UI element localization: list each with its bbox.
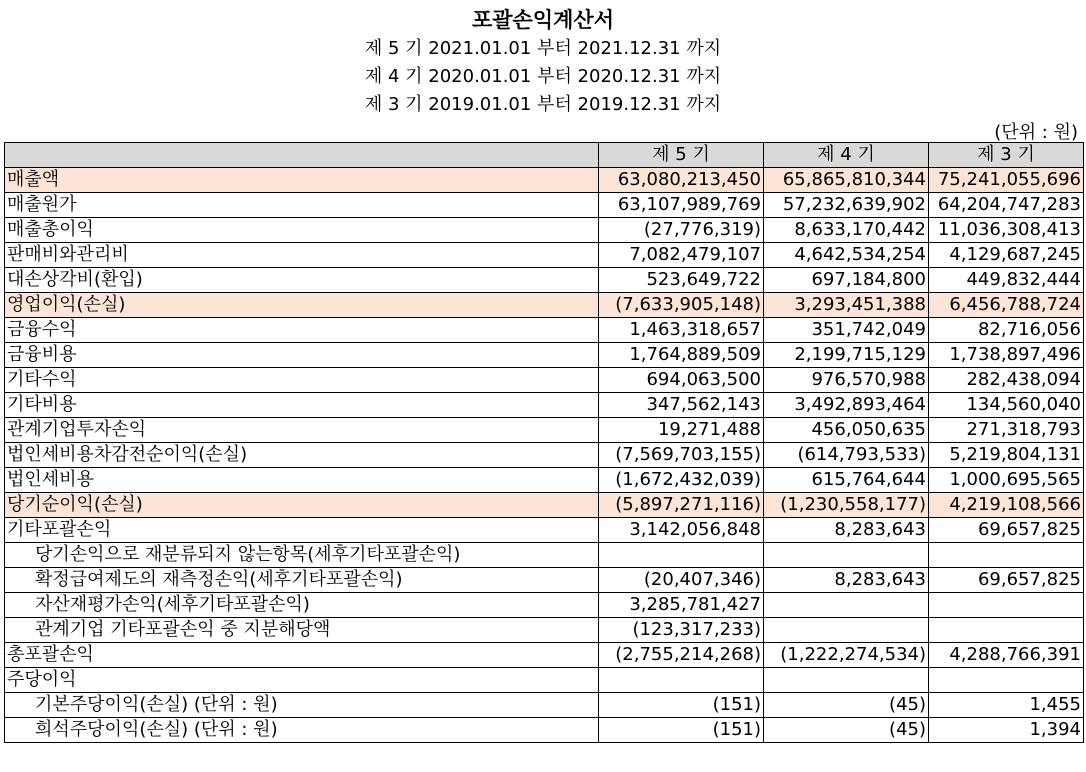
amount-cell: 282,438,094 — [929, 368, 1084, 393]
amount-cell — [764, 543, 929, 568]
period-line-5: 제 5 기 2021.01.01 부터 2021.12.31 까지 — [364, 38, 722, 59]
amount-cell: 271,318,793 — [929, 418, 1084, 443]
amount-cell: (45) — [764, 693, 929, 718]
amount-cell: 8,283,643 — [764, 518, 929, 543]
amount-cell: 19,271,488 — [599, 418, 764, 443]
amount-cell: 1,394 — [929, 718, 1084, 743]
income-statement-table — [4, 142, 1084, 743]
amount-cell: (1,230,558,177) — [764, 493, 929, 518]
account-label: 기타수익 — [5, 368, 599, 393]
account-label: 금융비용 — [5, 343, 599, 368]
table-row — [5, 618, 1084, 643]
account-label: 매출원가 — [5, 193, 599, 218]
table-row — [5, 543, 1084, 568]
amount-cell: 1,000,695,565 — [929, 468, 1084, 493]
amount-cell: (27,776,319) — [599, 218, 764, 243]
amount-cell: (7,633,905,148) — [599, 293, 764, 318]
amount-cell: 976,570,988 — [764, 368, 929, 393]
period-line-3: 제 3 기 2019.01.01 부터 2019.12.31 까지 — [364, 94, 722, 115]
account-label: 총포괄손익 — [5, 643, 599, 668]
amount-cell: 64,204,747,283 — [929, 193, 1084, 218]
amount-cell: 69,657,825 — [929, 518, 1084, 543]
amount-cell: 3,492,893,464 — [764, 393, 929, 418]
amount-cell: (1,672,432,039) — [599, 468, 764, 493]
account-label: 법인세비용차감전순이익(손실) — [5, 443, 599, 468]
amount-cell: 82,716,056 — [929, 318, 1084, 343]
amount-cell: (5,897,271,116) — [599, 493, 764, 518]
table-row — [5, 493, 1084, 518]
account-label: 당기손익으로 재분류되지 않는항목(세후기타포괄손익) — [5, 543, 599, 568]
unit-label: (단위 : 원) — [994, 122, 1078, 143]
amount-cell: 347,562,143 — [599, 393, 764, 418]
amount-cell — [929, 543, 1084, 568]
account-label: 금융수익 — [5, 318, 599, 343]
table-row — [5, 593, 1084, 618]
table-row — [5, 193, 1084, 218]
amount-cell: 69,657,825 — [929, 568, 1084, 593]
table-row — [5, 518, 1084, 543]
account-label: 매출총이익 — [5, 218, 599, 243]
amount-cell: (7,569,703,155) — [599, 443, 764, 468]
amount-cell: 1,738,897,496 — [929, 343, 1084, 368]
amount-cell: 4,219,108,566 — [929, 493, 1084, 518]
table-row — [5, 218, 1084, 243]
table-row — [5, 468, 1084, 493]
account-label: 관계기업투자손익 — [5, 418, 599, 443]
table-body — [5, 168, 1084, 743]
amount-cell: 57,232,639,902 — [764, 193, 929, 218]
table-row — [5, 643, 1084, 668]
amount-cell — [929, 618, 1084, 643]
account-label: 주당이익 — [5, 668, 599, 693]
account-label: 확정급여제도의 재측정손익(세후기타포괄손익) — [5, 568, 599, 593]
amount-cell: 5,219,804,131 — [929, 443, 1084, 468]
amount-cell — [764, 618, 929, 643]
amount-cell — [764, 668, 929, 693]
amount-cell: 3,142,056,848 — [599, 518, 764, 543]
amount-cell: 2,199,715,129 — [764, 343, 929, 368]
amount-cell: (20,407,346) — [599, 568, 764, 593]
amount-cell: 3,293,451,388 — [764, 293, 929, 318]
amount-cell — [929, 668, 1084, 693]
amount-cell: 134,560,040 — [929, 393, 1084, 418]
amount-cell: 523,649,722 — [599, 268, 764, 293]
amount-cell: 449,832,444 — [929, 268, 1084, 293]
period-line-4: 제 4 기 2020.01.01 부터 2020.12.31 까지 — [364, 66, 722, 87]
table-header-row — [5, 143, 1084, 168]
account-label: 당기순이익(손실) — [5, 493, 599, 518]
table-row — [5, 443, 1084, 468]
header-account — [5, 143, 599, 168]
amount-cell: 4,129,687,245 — [929, 243, 1084, 268]
table-row — [5, 418, 1084, 443]
table-row — [5, 568, 1084, 593]
table-row — [5, 368, 1084, 393]
account-label: 대손상각비(환입) — [5, 268, 599, 293]
account-label: 매출액 — [5, 168, 599, 193]
amount-cell: 4,642,534,254 — [764, 243, 929, 268]
account-label: 기본주당이익(손실) (단위 : 원) — [5, 693, 599, 718]
amount-cell: 7,082,479,107 — [599, 243, 764, 268]
table-row — [5, 693, 1084, 718]
amount-cell: 8,633,170,442 — [764, 218, 929, 243]
amount-cell: 694,063,500 — [599, 368, 764, 393]
amount-cell — [599, 543, 764, 568]
amount-cell: 1,455 — [929, 693, 1084, 718]
amount-cell — [764, 593, 929, 618]
table-row — [5, 268, 1084, 293]
amount-cell: 697,184,800 — [764, 268, 929, 293]
account-label: 관계기업 기타포괄손익 중 지분해당액 — [5, 618, 599, 643]
amount-cell: 456,050,635 — [764, 418, 929, 443]
table-row — [5, 343, 1084, 368]
table-row — [5, 168, 1084, 193]
amount-cell: (614,793,533) — [764, 443, 929, 468]
account-label: 영업이익(손실) — [5, 293, 599, 318]
table-row — [5, 318, 1084, 343]
amount-cell: (45) — [764, 718, 929, 743]
header-period-4: 제 4 기 — [764, 143, 929, 168]
amount-cell — [599, 668, 764, 693]
amount-cell: 63,080,213,450 — [599, 168, 764, 193]
header-period-3: 제 3 기 — [929, 143, 1084, 168]
table-row — [5, 393, 1084, 418]
table-row — [5, 718, 1084, 743]
amount-cell: 351,742,049 — [764, 318, 929, 343]
amount-cell: 1,463,318,657 — [599, 318, 764, 343]
amount-cell: (2,755,214,268) — [599, 643, 764, 668]
amount-cell: 6,456,788,724 — [929, 293, 1084, 318]
account-label: 희석주당이익(손실) (단위 : 원) — [5, 718, 599, 743]
amount-cell: (123,317,233) — [599, 618, 764, 643]
table-row — [5, 668, 1084, 693]
amount-cell: 4,288,766,391 — [929, 643, 1084, 668]
amount-cell: 3,285,781,427 — [599, 593, 764, 618]
amount-cell: 11,036,308,413 — [929, 218, 1084, 243]
amount-cell: 615,764,644 — [764, 468, 929, 493]
account-label: 기타비용 — [5, 393, 599, 418]
amount-cell: 63,107,989,769 — [599, 193, 764, 218]
amount-cell: (151) — [599, 693, 764, 718]
amount-cell: (151) — [599, 718, 764, 743]
account-label: 기타포괄손익 — [5, 518, 599, 543]
amount-cell: 75,241,055,696 — [929, 168, 1084, 193]
table-row — [5, 243, 1084, 268]
header-period-5: 제 5 기 — [599, 143, 764, 168]
account-label: 판매비와관리비 — [5, 243, 599, 268]
table-row — [5, 293, 1084, 318]
amount-cell — [929, 593, 1084, 618]
account-label: 법인세비용 — [5, 468, 599, 493]
amount-cell: 8,283,643 — [764, 568, 929, 593]
amount-cell: 65,865,810,344 — [764, 168, 929, 193]
amount-cell: 1,764,889,509 — [599, 343, 764, 368]
amount-cell: (1,222,274,534) — [764, 643, 929, 668]
statement-title: 포괄손익계산서 — [471, 8, 614, 32]
account-label: 자산재평가손익(세후기타포괄손익) — [5, 593, 599, 618]
